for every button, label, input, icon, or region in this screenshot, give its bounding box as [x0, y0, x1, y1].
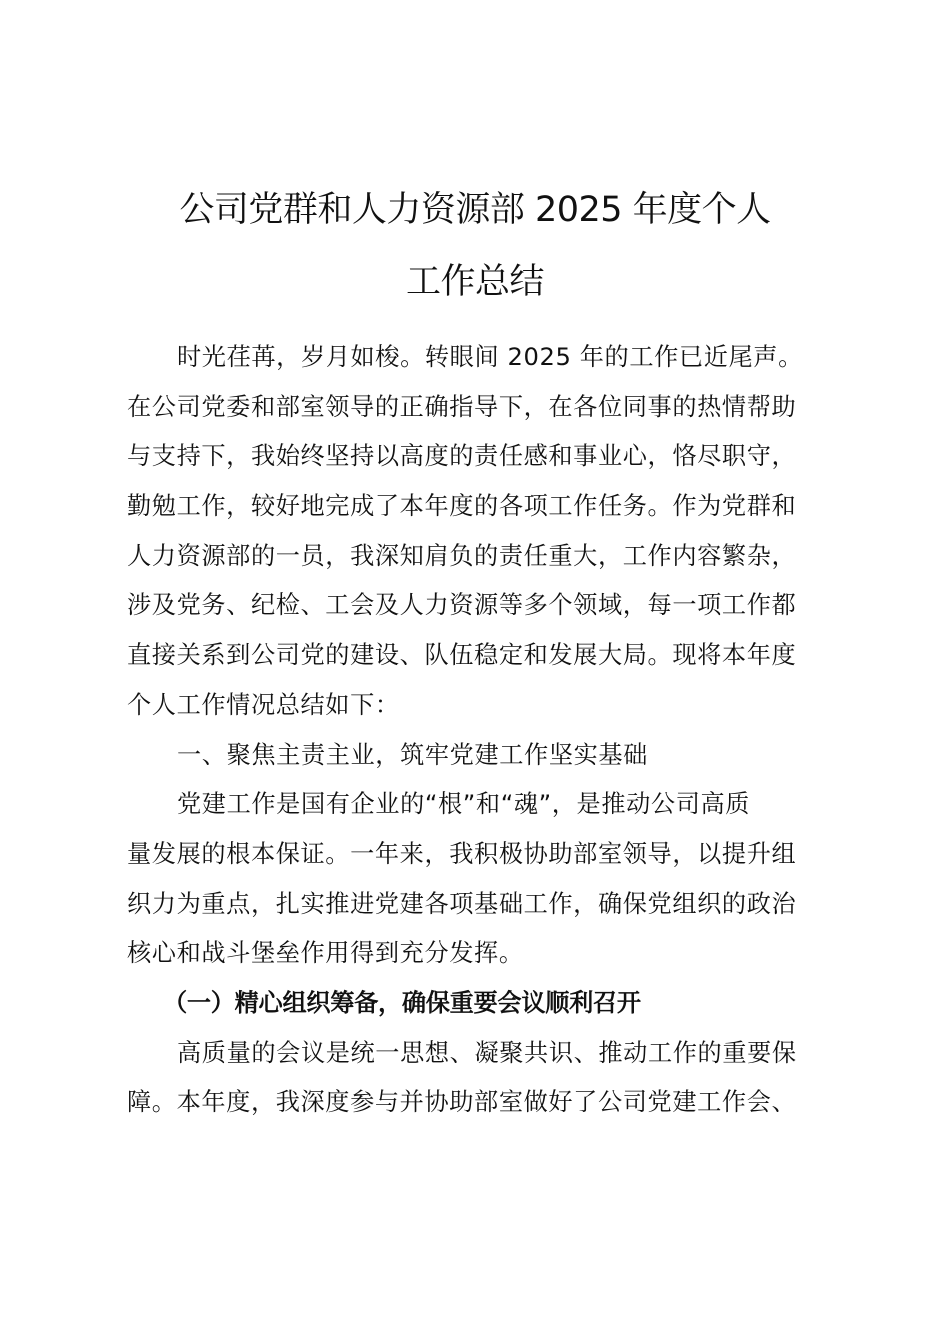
paragraph-party-building-line: 量发展的根本保证。一年来，我积极协助部室领导，以提升组 — [127, 839, 797, 868]
paragraph-intro-line: 时光荏苒，岁月如梭。转眼间 2025 年的工作已近尾声。 — [177, 343, 803, 371]
paragraph-party-building-line: 核心和战斗堡垒作用得到充分发挥。 — [127, 939, 524, 968]
document-title-line-2: 工作总结 — [405, 262, 544, 302]
paragraph-intro-line: 直接关系到公司党的建设、队伍稳定和发展大局。现将本年度 — [127, 641, 797, 670]
section-heading-1: 一、聚焦主责主业，筑牢党建工作坚实基础 — [177, 740, 648, 769]
paragraph-intro-line: 个人工作情况总结如下： — [127, 690, 400, 719]
paragraph-meetings-line: 高质量的会议是统一思想、凝聚共识、推动工作的重要保 — [177, 1038, 797, 1067]
document-body — [127, 333, 832, 1128]
paragraph-intro-line: 在公司党委和部室领导的正确指导下，在各位同事的热情帮助 — [127, 392, 797, 421]
paragraph-intro-line: 人力资源部的一员，我深知肩负的责任重大，工作内容繁杂， — [127, 541, 797, 570]
paragraph-party-building-line: 织力为重点，扎实推进党建各项基础工作，确保党组织的政治 — [127, 889, 797, 918]
subsection-heading-1: （一）精心组织筹备，确保重要会议顺利召开 — [163, 988, 641, 1017]
paragraph-party-building-line: 党建工作是国有企业的“根”和“魂”，是推动公司高质 — [177, 790, 751, 819]
paragraph-intro-line: 涉及党务、纪检、工会及人力资源等多个领域，每一项工作都 — [127, 591, 797, 620]
document-title-line-1: 公司党群和人力资源部 2025 年度个人 — [179, 190, 771, 230]
paragraph-intro-line: 与支持下，我始终坚持以高度的责任感和事业心，恪尽职守， — [127, 442, 797, 471]
paragraph-meetings-line: 障。本年度，我深度参与并协助部室做好了公司党建工作会、 — [127, 1088, 797, 1117]
paragraph-intro-line: 勤勉工作，较好地完成了本年度的各项工作任务。作为党群和 — [127, 492, 797, 521]
